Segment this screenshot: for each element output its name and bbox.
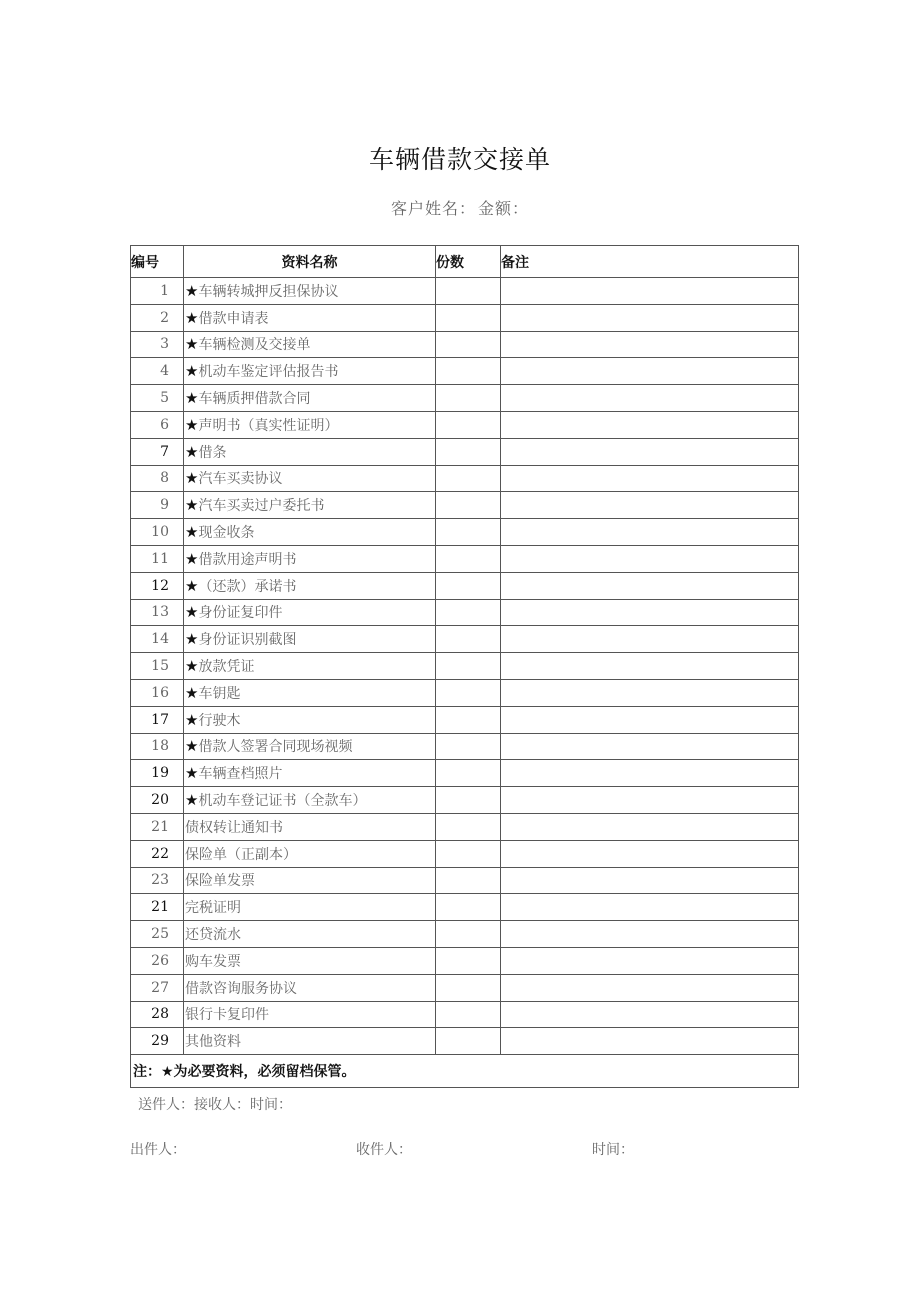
document-name-cell [184, 813, 436, 840]
remarks-cell [501, 679, 799, 706]
remarks-cell [501, 278, 799, 305]
document-name: 汽车买卖协议 [198, 471, 283, 488]
star-icon: ★ [185, 308, 199, 327]
row-number: 21 [131, 813, 184, 840]
table-row [131, 894, 799, 921]
row-number: 1 [131, 278, 184, 305]
remarks-cell [501, 1001, 799, 1028]
table-row [131, 974, 799, 1001]
copies-cell [436, 545, 501, 572]
document-name: 借款咨询服务协议 [185, 980, 297, 997]
document-name: 机动车鉴定评估报告书 [198, 364, 339, 381]
row-number: 18 [131, 733, 184, 760]
row-number: 8 [131, 465, 184, 492]
document-name: 现金收条 [198, 525, 255, 542]
remarks-cell [501, 411, 799, 438]
remarks-cell [501, 358, 799, 385]
star-icon: ★ [185, 415, 199, 434]
document-name-cell [184, 760, 436, 787]
document-name: 保险单发票 [185, 873, 255, 890]
row-number: 9 [131, 492, 184, 519]
copies-cell [436, 813, 501, 840]
copies-cell [436, 706, 501, 733]
copies-cell [436, 465, 501, 492]
copies-cell [436, 1001, 501, 1028]
remarks-cell [501, 653, 799, 680]
document-name-cell [184, 304, 436, 331]
copies-cell [436, 438, 501, 465]
table-row [131, 1001, 799, 1028]
header-document-name: 资料名称 [184, 246, 436, 278]
row-number: 12 [131, 572, 184, 599]
copies-cell [436, 492, 501, 519]
star-icon: ★ [185, 603, 199, 622]
remarks-cell [501, 867, 799, 894]
copies-cell [436, 974, 501, 1001]
copies-cell [436, 331, 501, 358]
document-name-cell [184, 733, 436, 760]
table-row [131, 438, 799, 465]
table-row [131, 867, 799, 894]
table-row [131, 545, 799, 572]
copies-cell [436, 358, 501, 385]
table-row [131, 519, 799, 546]
star-icon: ★ [185, 683, 199, 702]
document-name-cell [184, 358, 436, 385]
table-row [131, 733, 799, 760]
row-number: 15 [131, 653, 184, 680]
copies-cell [436, 787, 501, 814]
document-name: 放款凭证 [198, 659, 255, 676]
amount-label: 金额： [478, 199, 530, 218]
header-copies: 份数 [436, 246, 501, 278]
table-row [131, 465, 799, 492]
star-icon: ★ [185, 362, 199, 381]
star-icon: ★ [185, 657, 199, 676]
row-number: 11 [131, 545, 184, 572]
remarks-cell [501, 626, 799, 653]
copies-cell [436, 626, 501, 653]
table-row [131, 947, 799, 974]
row-number: 20 [131, 787, 184, 814]
table-row [131, 626, 799, 653]
page-title: 车辆借款交接单 [368, 145, 551, 174]
document-name-cell [184, 947, 436, 974]
document-name-cell [184, 492, 436, 519]
copies-cell [436, 679, 501, 706]
table-row [131, 653, 799, 680]
copies-cell [436, 304, 501, 331]
table-header-row [131, 246, 799, 278]
document-name: 车辆查档照片 [198, 766, 283, 783]
copies-cell [436, 921, 501, 948]
document-name-cell [184, 974, 436, 1001]
document-name-cell [184, 411, 436, 438]
document-name: 行驶木 [198, 712, 241, 729]
copies-cell [436, 840, 501, 867]
document-name-cell [184, 679, 436, 706]
remarks-cell [501, 706, 799, 733]
star-icon: ★ [185, 469, 199, 488]
row-number: 17 [131, 706, 184, 733]
document-name-cell [184, 1028, 436, 1055]
document-name-cell [184, 867, 436, 894]
star-icon: ★ [185, 335, 199, 354]
row-number: 25 [131, 921, 184, 948]
document-name-cell [184, 278, 436, 305]
table-note-row [131, 1055, 799, 1088]
row-number: 16 [131, 679, 184, 706]
row-number: 26 [131, 947, 184, 974]
table-row [131, 921, 799, 948]
row-number: 19 [131, 760, 184, 787]
remarks-cell [501, 760, 799, 787]
star-icon: ★ [185, 281, 199, 300]
required-documents-note: 注：★为必要资料，必须留档保管。 [131, 1055, 799, 1088]
row-number: 10 [131, 519, 184, 546]
document-name: 车辆质押借款合同 [198, 391, 311, 408]
document-name: 保险单（正副本） [185, 846, 297, 863]
star-icon: ★ [185, 710, 199, 729]
table-row [131, 358, 799, 385]
copies-cell [436, 385, 501, 412]
remarks-cell [501, 519, 799, 546]
document-name: 借款用途声明书 [198, 551, 297, 568]
table-row [131, 706, 799, 733]
copies-cell [436, 572, 501, 599]
document-name: 身份证识别截图 [198, 632, 297, 649]
star-icon: ★ [185, 549, 199, 568]
remarks-cell [501, 572, 799, 599]
star-icon: ★ [185, 389, 199, 408]
star-icon: ★ [185, 442, 199, 461]
document-name: 身份证复印件 [198, 605, 283, 622]
star-icon: ★ [185, 630, 199, 649]
row-number: 22 [131, 840, 184, 867]
document-name: 借款人签署合同现场视频 [198, 739, 353, 756]
table-row [131, 492, 799, 519]
copies-cell [436, 760, 501, 787]
star-icon: ★ [185, 764, 199, 783]
star-icon: ★ [185, 737, 199, 756]
row-number: 2 [131, 304, 184, 331]
row-number: 4 [131, 358, 184, 385]
document-name-cell [184, 599, 436, 626]
document-name-cell [184, 894, 436, 921]
table-row [131, 813, 799, 840]
document-name-cell [184, 787, 436, 814]
sender-receiver-time-line: 送件人：接收人：时间： [138, 1097, 292, 1113]
row-number: 27 [131, 974, 184, 1001]
header-remarks: 备注 [501, 246, 799, 278]
document-name: 还贷流水 [185, 927, 241, 944]
document-name-cell [184, 626, 436, 653]
document-name: 债权转让通知书 [185, 819, 283, 836]
row-number: 5 [131, 385, 184, 412]
document-name: 其他资料 [185, 1034, 241, 1051]
document-name: 汽车买卖过户委托书 [198, 498, 325, 515]
table-row [131, 599, 799, 626]
document-name: 车辆转城押反担保协议 [198, 283, 339, 300]
document-name: 声明书（真实性证明） [198, 417, 339, 434]
table-row [131, 331, 799, 358]
document-name-cell [184, 653, 436, 680]
table-row [131, 411, 799, 438]
document-name-cell [184, 385, 436, 412]
document-name: 借款申请表 [198, 310, 269, 327]
document-name-cell [184, 519, 436, 546]
row-number: 21 [131, 894, 184, 921]
document-name: 银行卡复印件 [185, 1007, 269, 1024]
remarks-cell [501, 331, 799, 358]
copies-cell [436, 599, 501, 626]
table-row [131, 787, 799, 814]
row-number: 6 [131, 411, 184, 438]
document-name-cell [184, 438, 436, 465]
document-name-cell [184, 331, 436, 358]
copies-cell [436, 519, 501, 546]
row-number: 23 [131, 867, 184, 894]
document-name: 完税证明 [185, 900, 241, 917]
document-name-cell [184, 572, 436, 599]
remarks-cell [501, 304, 799, 331]
remarks-cell [501, 545, 799, 572]
remarks-cell [501, 947, 799, 974]
document-name-cell [184, 921, 436, 948]
table-row [131, 278, 799, 305]
table-row [131, 679, 799, 706]
recipient-label: 收件人： [356, 1142, 412, 1158]
remarks-cell [501, 733, 799, 760]
remarks-cell [501, 492, 799, 519]
star-icon: ★ [185, 576, 199, 595]
remarks-cell [501, 840, 799, 867]
copies-cell [436, 278, 501, 305]
row-number: 29 [131, 1028, 184, 1055]
copies-cell [436, 1028, 501, 1055]
document-name-cell [184, 1001, 436, 1028]
issuer-label: 出件人： [130, 1142, 186, 1158]
copies-cell [436, 653, 501, 680]
remarks-cell [501, 599, 799, 626]
star-icon: ★ [185, 791, 199, 810]
table-row [131, 1028, 799, 1055]
table-row [131, 304, 799, 331]
document-name-cell [184, 840, 436, 867]
star-icon: ★ [185, 496, 199, 515]
remarks-cell [501, 438, 799, 465]
document-name-cell [184, 465, 436, 492]
remarks-cell [501, 787, 799, 814]
row-number: 13 [131, 599, 184, 626]
table-row [131, 760, 799, 787]
row-number: 3 [131, 331, 184, 358]
row-number: 28 [131, 1001, 184, 1028]
remarks-cell [501, 921, 799, 948]
document-name: （还款）承诺书 [198, 578, 297, 595]
document-name: 车辆检测及交接单 [198, 337, 311, 354]
remarks-cell [501, 465, 799, 492]
row-number: 7 [131, 438, 184, 465]
remarks-cell [501, 813, 799, 840]
remarks-cell [501, 894, 799, 921]
table-row [131, 385, 799, 412]
copies-cell [436, 411, 501, 438]
document-name: 借条 [198, 444, 227, 461]
customer-amount-line [0, 196, 920, 219]
row-number: 14 [131, 626, 184, 653]
copies-cell [436, 733, 501, 760]
copies-cell [436, 947, 501, 974]
document-name-cell [184, 706, 436, 733]
header-number: 编号 [131, 246, 184, 278]
remarks-cell [501, 385, 799, 412]
document-name: 机动车登记证书（全款车） [198, 793, 367, 810]
document-name: 购车发票 [185, 953, 241, 970]
remarks-cell [501, 1028, 799, 1055]
table-row [131, 840, 799, 867]
document-name: 车钥匙 [198, 685, 241, 702]
copies-cell [436, 894, 501, 921]
document-name-cell [184, 545, 436, 572]
customer-name-label: 客户姓名： [390, 199, 476, 218]
star-icon: ★ [185, 523, 199, 542]
remarks-cell [501, 974, 799, 1001]
table-row [131, 572, 799, 599]
copies-cell [436, 867, 501, 894]
time-label: 时间： [592, 1142, 634, 1158]
handover-table [130, 245, 799, 1088]
